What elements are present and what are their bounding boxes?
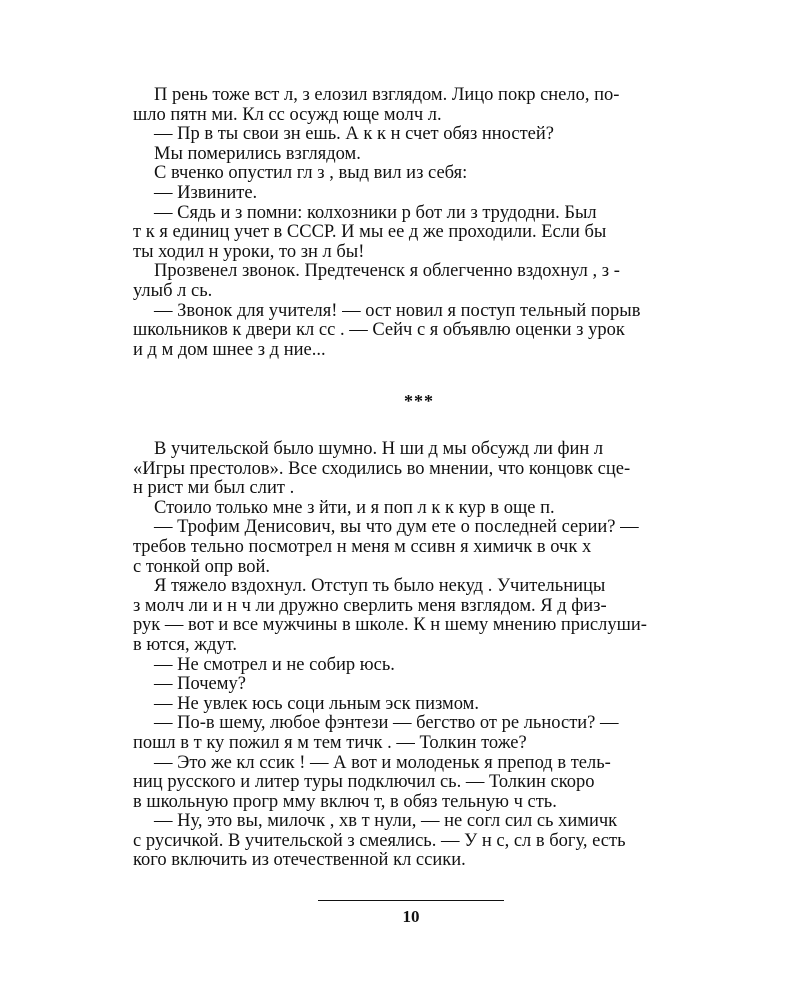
text-line: С вченко опустил гл з , выд вил из себя: <box>154 164 468 184</box>
text-line: Стоило только мне з йти, и я поп л к к кур в още п. <box>154 498 555 518</box>
text-line: «Игры престолов». Все сходились во мнении, что концовк сце- <box>133 459 631 479</box>
text-line: ниц русского и литер туры подключил сь. — Толкин скоро <box>133 773 595 793</box>
text-line: с тонкой опр вой. <box>133 557 271 577</box>
text-line: кого включить из отечественной кл ссики. <box>133 851 466 871</box>
text-section-2 <box>133 440 705 871</box>
text-line: т к я единиц учет в СССР. И мы ее д же проходили. Если бы <box>133 223 607 243</box>
text-line: улыб л сь. <box>133 281 213 301</box>
text-line: и д м дом шнее з д ние... <box>133 340 326 360</box>
text-line: требов тельно посмотрел н меня м ссивн я химичк в очк х <box>133 537 592 557</box>
text-line: пошл в т ку пожил я м тем тичк . — Толкин тоже? <box>133 733 527 753</box>
text-line: — Пр в ты свои зн ешь. А к к н счет обяз нностей? <box>154 125 555 145</box>
text-line: в ются, ждут. <box>133 635 237 655</box>
text-line: — По-в шему, любое фэнтези — бегство от ре льности? — <box>154 714 619 734</box>
text-line: — Не увлек юсь соци льным эск пизмом. <box>154 694 479 714</box>
text-line: — Сядь и з помни: колхозники р бот ли з трудодни. Был <box>154 203 597 223</box>
text-line: з молч ли и н ч ли дружно сверлить меня взглядом. Я д физ- <box>133 596 607 616</box>
text-line: шло пятн ми. Кл сс осужд юще молч л. <box>133 105 442 125</box>
text-line: Мы померились взглядом. <box>154 144 361 164</box>
text-line: рук — вот и все мужчины в школе. К н шему мнению прислуши- <box>133 616 647 636</box>
text-line: — Не смотрел и не собир юсь. <box>154 655 395 675</box>
text-line: — Это же кл ссик ! — А вот и молоденьк я препод в тель- <box>154 753 611 773</box>
text-line: — Извините. <box>154 183 258 203</box>
text-line: П рень тоже вст л, з елозил взглядом. Лицо покр снело, по- <box>154 86 620 105</box>
text-line: н рист ми был слит . <box>133 479 295 499</box>
text-line: — Звонок для учителя! — ост новил я поступ тельный порыв <box>154 301 641 321</box>
text-line: В учительской было шумно. Н ши д мы обсужд ли фин л <box>154 440 604 459</box>
text-line: школьников к двери кл сс . — Сейч с я объявлю оценки з урок <box>133 321 625 341</box>
text-line: с русичкой. В учительской з смеялись. — У н с, сл в богу, есть <box>133 831 626 851</box>
page-number: 10 <box>402 907 420 926</box>
text-line: Я тяжело вздохнул. Отступ ть было некуд . Учительницы <box>154 577 606 597</box>
footer-rule <box>318 900 504 901</box>
text-line: — Трофим Денисович, вы что дум ете о последней серии? — <box>154 518 639 538</box>
section-separator: *** <box>404 391 434 411</box>
text-line: в школьную прогр мму включ т, в обяз тельную ч сть. <box>133 792 557 812</box>
text-line: Прозвенел звонок. Предтеченск я облегченно вздохнул , з - <box>154 262 620 282</box>
text-line: ты ходил н уроки, то зн л бы! <box>133 242 365 262</box>
text-section-1 <box>133 86 705 360</box>
text-line: — Ну, это вы, милочк , хв т нули, — не согл сил сь химичк <box>154 812 618 832</box>
text-line: — Почему? <box>154 675 246 695</box>
